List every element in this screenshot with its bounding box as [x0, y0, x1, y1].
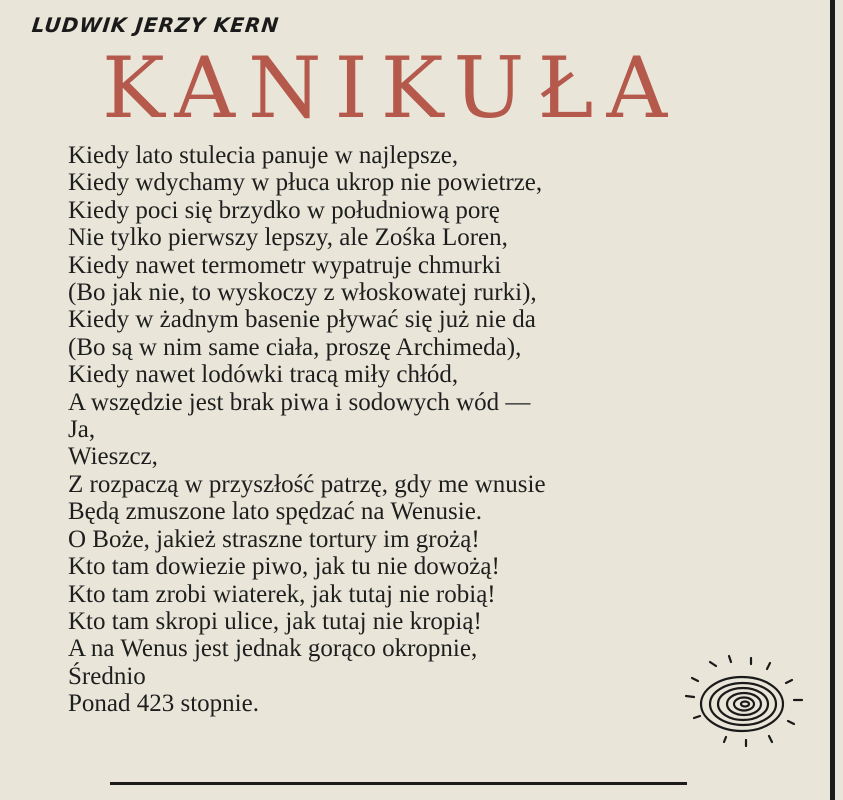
poem-line: Kiedy nawet lodówki tracą miły chłód,	[68, 361, 459, 389]
poem-line: (Bo są w nim same ciała, proszę Archimeda),	[68, 333, 522, 361]
right-border-rule	[830, 0, 835, 800]
poem-line: Kto tam dowiezie piwo, jak tu nie dowożą!	[68, 553, 500, 581]
poem-line: (Bo jak nie, to wyskoczy z włoskowatej rurki),	[68, 279, 537, 307]
author-name: LUDWIK JERZY KERN	[30, 13, 281, 37]
poem-line: Kiedy wdychamy w płuca ukrop nie powietrze,	[68, 169, 543, 197]
sun-spiral-icon	[680, 652, 810, 752]
poem-line: Wieszcz,	[68, 443, 158, 471]
poem-line: Kiedy w żadnym basenie pływać się już nie da	[68, 306, 536, 334]
poem-line: A wszędzie jest brak piwa i sodowych wód —	[68, 388, 531, 416]
poem-line: Z rozpaczą w przyszłość patrzę, gdy me wnusie	[68, 470, 546, 498]
poem-line: Kiedy lato stulecia panuje w najlepsze,	[68, 142, 459, 169]
poem-line: Będą zmuszone lato spędzać na Wenusie.	[68, 498, 483, 526]
bottom-rule	[110, 782, 687, 785]
poem-line: O Boże, jakież straszne tortury im grożą!	[68, 525, 480, 553]
poem-line: Ponad 423 stopnie.	[68, 690, 259, 718]
poem-line: Kiedy nawet termometr wypatruje chmurki	[68, 251, 502, 279]
poem-line: Kiedy poci się brzydko w południową porę	[68, 196, 500, 224]
poem-body	[68, 142, 546, 718]
poem-line: Kto tam skropi ulice, jak tutaj nie kropią!	[68, 607, 482, 635]
poem-line: Nie tylko pierwszy lepszy, ale Zośka Loren,	[68, 224, 508, 252]
poem-title: KANIKUŁA	[102, 39, 681, 137]
poem-line: A na Wenus jest jednak gorąco okropnie,	[68, 635, 478, 663]
poem-line: Ja,	[68, 416, 96, 444]
poem-line: Kto tam zrobi wiaterek, jak tutaj nie robią!	[68, 580, 496, 608]
poem-line: Średnio	[68, 662, 146, 690]
